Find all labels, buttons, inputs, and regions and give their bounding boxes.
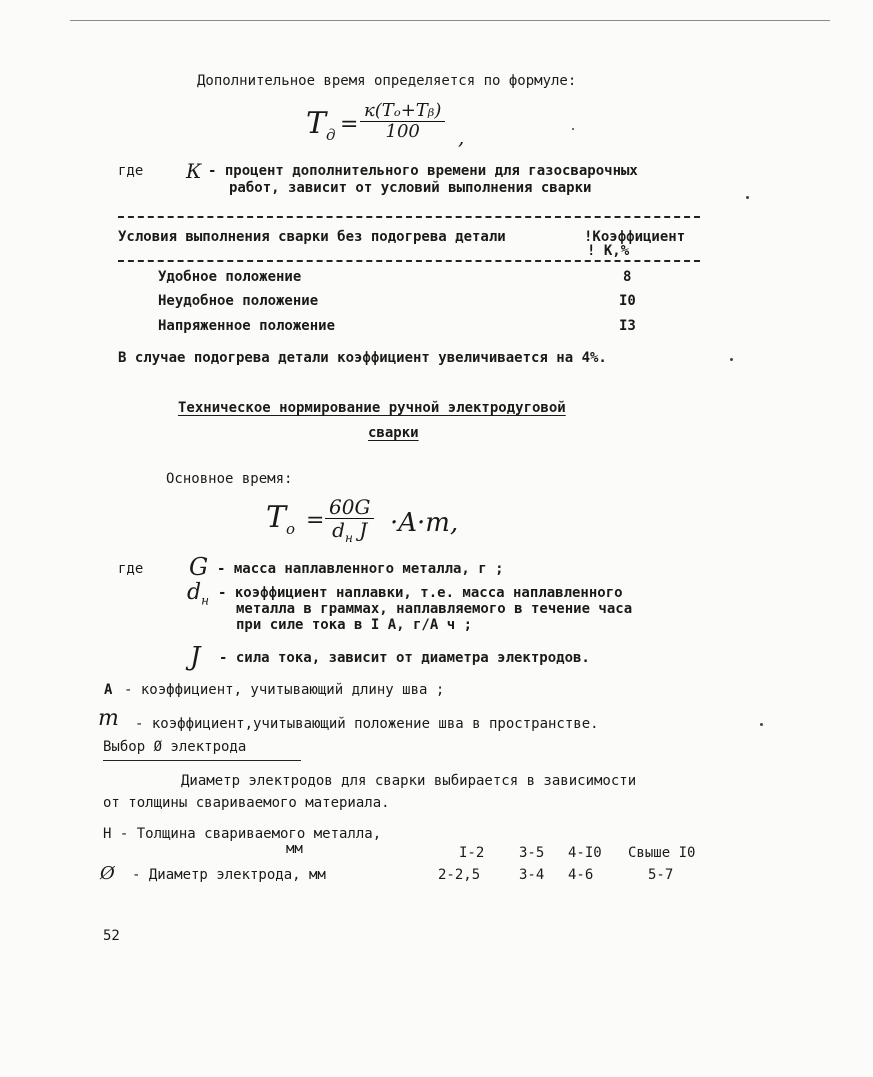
diameter-value: 3-4 — [519, 867, 545, 883]
formula2-fraction — [325, 496, 374, 546]
k-definition-line1: - процент дополнительного времени для газосварочных — [208, 163, 638, 179]
g-definition: - масса наплавленного металла, г ; — [217, 561, 504, 577]
scan-speck — [730, 358, 733, 361]
diameter-value: 5-7 — [648, 867, 674, 883]
electrode-title: Выбор Ø электрода — [103, 739, 247, 755]
g-symbol: G — [189, 553, 209, 581]
thickness-value: Свыше I0 — [628, 845, 696, 861]
diameter-label: - Диаметр электрода, мм — [132, 867, 326, 883]
formula2-lhs: $T_o$ — [266, 500, 296, 538]
formula1-lhs: $T_д$ — [306, 106, 336, 144]
dh-definition-line2: металла в граммах, наплавляемого в течение часа — [236, 601, 633, 617]
scan-speck — [572, 128, 574, 130]
table1-header-left: Условия выполнения сварки без подогрева детали — [118, 229, 506, 245]
table1-header-right-1: !Коэффициент — [584, 229, 686, 245]
electrode-title-underline — [103, 760, 301, 761]
table1-row-label: Неудобное положение — [158, 293, 319, 309]
table1-top-rule — [118, 216, 700, 218]
formula2-tail: ·A·m, — [390, 508, 459, 538]
scan-speck — [760, 723, 763, 726]
page-number: 52 — [103, 928, 120, 944]
formula1-fraction — [360, 101, 445, 142]
table1-row-value: I3 — [619, 318, 636, 334]
where-label-2: где — [118, 561, 144, 577]
k-definition-line2: работ, зависит от условий выполнения сварки — [229, 180, 592, 196]
a-definition: - коэффициент, учитывающий длину шва ; — [124, 682, 445, 698]
thickness-value: 4-I0 — [568, 845, 602, 861]
dh-symbol: $d_н$ — [187, 580, 209, 608]
thickness-value: 3-5 — [519, 845, 545, 861]
thickness-unit: мм — [286, 841, 303, 857]
dh-definition-line1: - коэффициент наплавки, т.е. масса наплавленного — [218, 585, 623, 601]
diameter-symbol: Ø — [100, 863, 115, 884]
diameter-value: 2-2,5 — [438, 867, 481, 883]
dh-definition-line3: при силе тока в I А, г/А ч ; — [236, 617, 473, 633]
section-title-line1: Техническое нормирование ручной электродуговой — [178, 400, 566, 416]
m-definition: - коэффициент,учитывающий положение шва в пространстве. — [135, 716, 599, 732]
intro-text: Дополнительное время определяется по формуле: — [197, 73, 577, 89]
formula1-eq: = — [340, 112, 359, 137]
diameter-value: 4-6 — [568, 867, 594, 883]
formula1-denominator: 100 — [385, 120, 420, 142]
m-symbol: m — [98, 706, 119, 731]
formula1-numerator: к(Tₒ+Tᵦ) — [360, 101, 445, 122]
thickness-label: Н - Толщина свариваемого металла, — [103, 826, 382, 842]
basic-time-label: Основное время: — [166, 471, 293, 487]
j-symbol: J — [190, 642, 201, 672]
electrode-paragraph-1: Диаметр электродов для сварки выбирается в зависимости — [181, 773, 637, 789]
where-label-1: где — [118, 163, 144, 179]
electrode-paragraph-2: от толщины свариваемого материала. — [103, 795, 390, 811]
table1-header-right-2: ! К,% — [587, 243, 630, 259]
section-title-line2: сварки — [368, 425, 419, 441]
k-symbol: К — [186, 159, 202, 183]
table1-row-label: Удобное положение — [158, 269, 302, 285]
formula2-numerator: 60G — [325, 496, 374, 519]
table1-header-rule — [118, 260, 700, 262]
scan-edge-line — [70, 20, 830, 21]
a-symbol: А — [104, 682, 113, 698]
formula2-denominator: $d_н$ J — [332, 518, 368, 545]
table1-row-label: Напряженное положение — [158, 318, 336, 334]
formula2-eq: = — [306, 508, 325, 533]
formula1-comma: , — [458, 125, 465, 149]
scan-speck — [746, 196, 749, 199]
j-definition: - сила тока, зависит от диаметра электродов. — [219, 650, 590, 666]
table1-row-value: 8 — [623, 269, 632, 285]
thickness-value: I-2 — [459, 845, 485, 861]
heating-note: В случае подогрева детали коэффициент увеличивается на 4%. — [118, 350, 607, 366]
table1-row-value: I0 — [619, 293, 636, 309]
